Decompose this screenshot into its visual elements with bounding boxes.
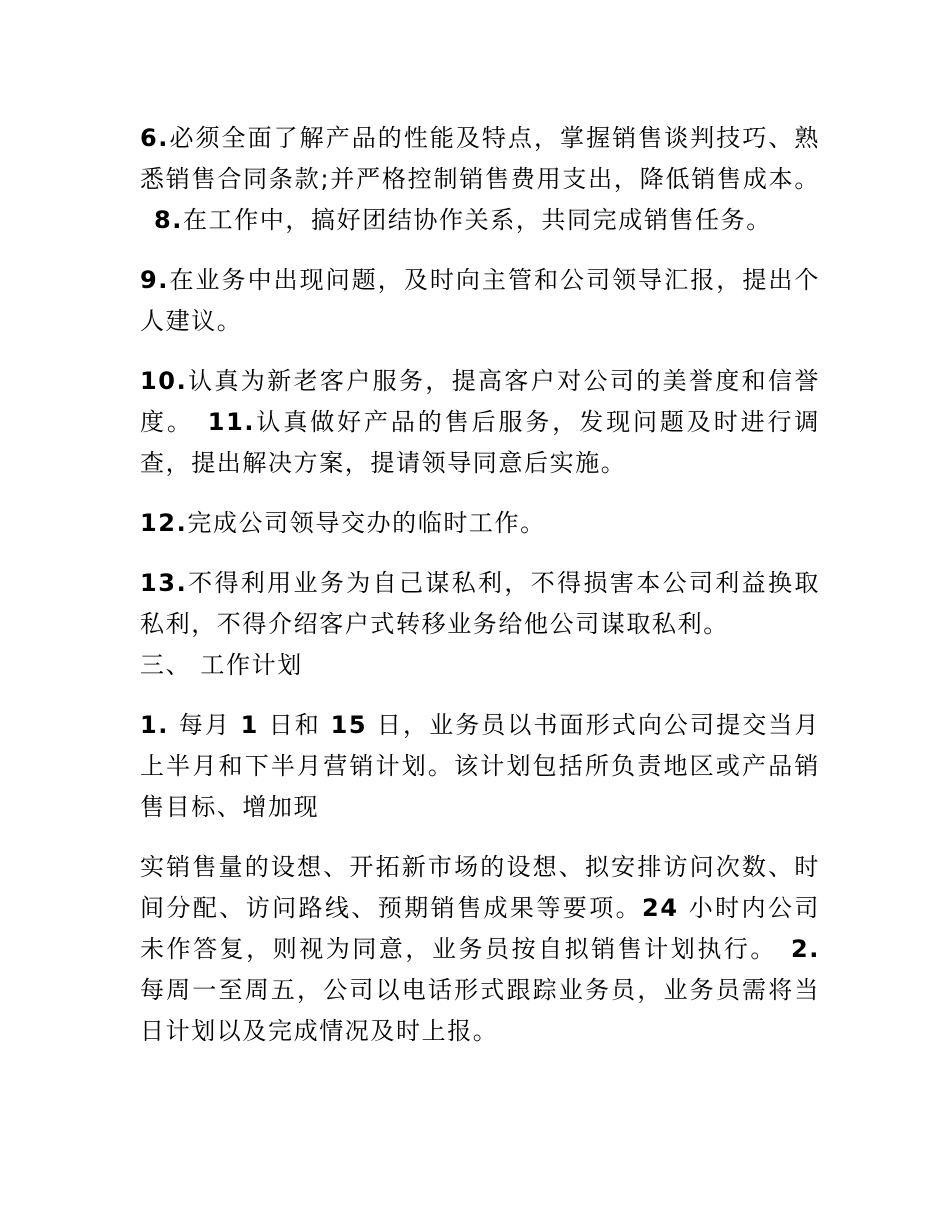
item-number-9: 9. [140,266,170,294]
plan-number-2: 2. [790,935,820,963]
item-number-10: 10. [140,367,188,395]
paragraph-plan-continued [140,847,820,1052]
item-number-13: 13. [140,569,188,597]
day-15: 15 [330,711,368,739]
paragraph-item-9 [140,260,820,342]
paragraph-item-13 [140,563,820,645]
paragraph-plan-1 [140,705,820,828]
item-text-8: 在工作中，搞好团结协作关系，共同完成销售任务。 [183,206,772,234]
plan-cont-text-c: 每周一至周五，公司以电话形式跟踪业务员，业务员需将当日计划以及完成情况及时上报。 [140,976,820,1045]
section-title: 三、 工作计划 [140,651,303,679]
item-text-13: 不得利用业务为自己谋私利，不得损害本公司利益换取私利，不得介绍客户式转移业务给他公司谋取私利。 [140,569,820,638]
item-text-9: 在业务中出现问题，及时向主管和公司领导汇报，提出个人建议。 [140,266,820,335]
plan-number-1: 1. [140,711,170,739]
day-1: 1 [240,711,259,739]
plan-cont-text-a: 实销售量的设想、开拓新市场的设想、拟安排访问次数、时间分配、访问路线、预期销售成果等要项。 [140,853,820,922]
paragraph-item-12 [140,503,820,544]
hours-24: 24 [642,894,679,922]
document-page [140,118,820,1052]
plan-text-b: 日和 [258,711,331,739]
plan-cont-text-b: 小时内公司未作答复，则视为同意，业务员按自拟销售计划执行。 [140,894,820,963]
paragraph-item-10-11 [140,361,820,484]
item-number-11: 11. [207,408,256,436]
item-number-12: 12. [140,509,188,537]
plan-text-c: 日，业务员以书面形式向公司提交当月上半月和下半月营销计划。该计划包括所负责地区或产品销售目标、增加现 [140,711,820,821]
item-number-6: 6. [140,124,170,152]
item-number-8: 8. [154,206,184,234]
item-text-11: 认真做好产品的售后服务，发现问题及时进行调查，提出解决方案，提请领导同意后实施。 [140,408,820,477]
item-text-10: 认真为新老客户服务，提高客户对公司的美誉度和信誉度。 [140,367,820,436]
item-text-12: 完成公司领导交办的临时工作。 [187,509,546,537]
paragraph-item-6-8 [140,118,820,241]
item-text-6: 必须全面了解产品的性能及特点，掌握销售谈判技巧、熟悉销售合同条款;并严格控制销售费用支出，降低销售成本。 [140,124,820,193]
plan-text-a: 每月 [169,711,241,739]
